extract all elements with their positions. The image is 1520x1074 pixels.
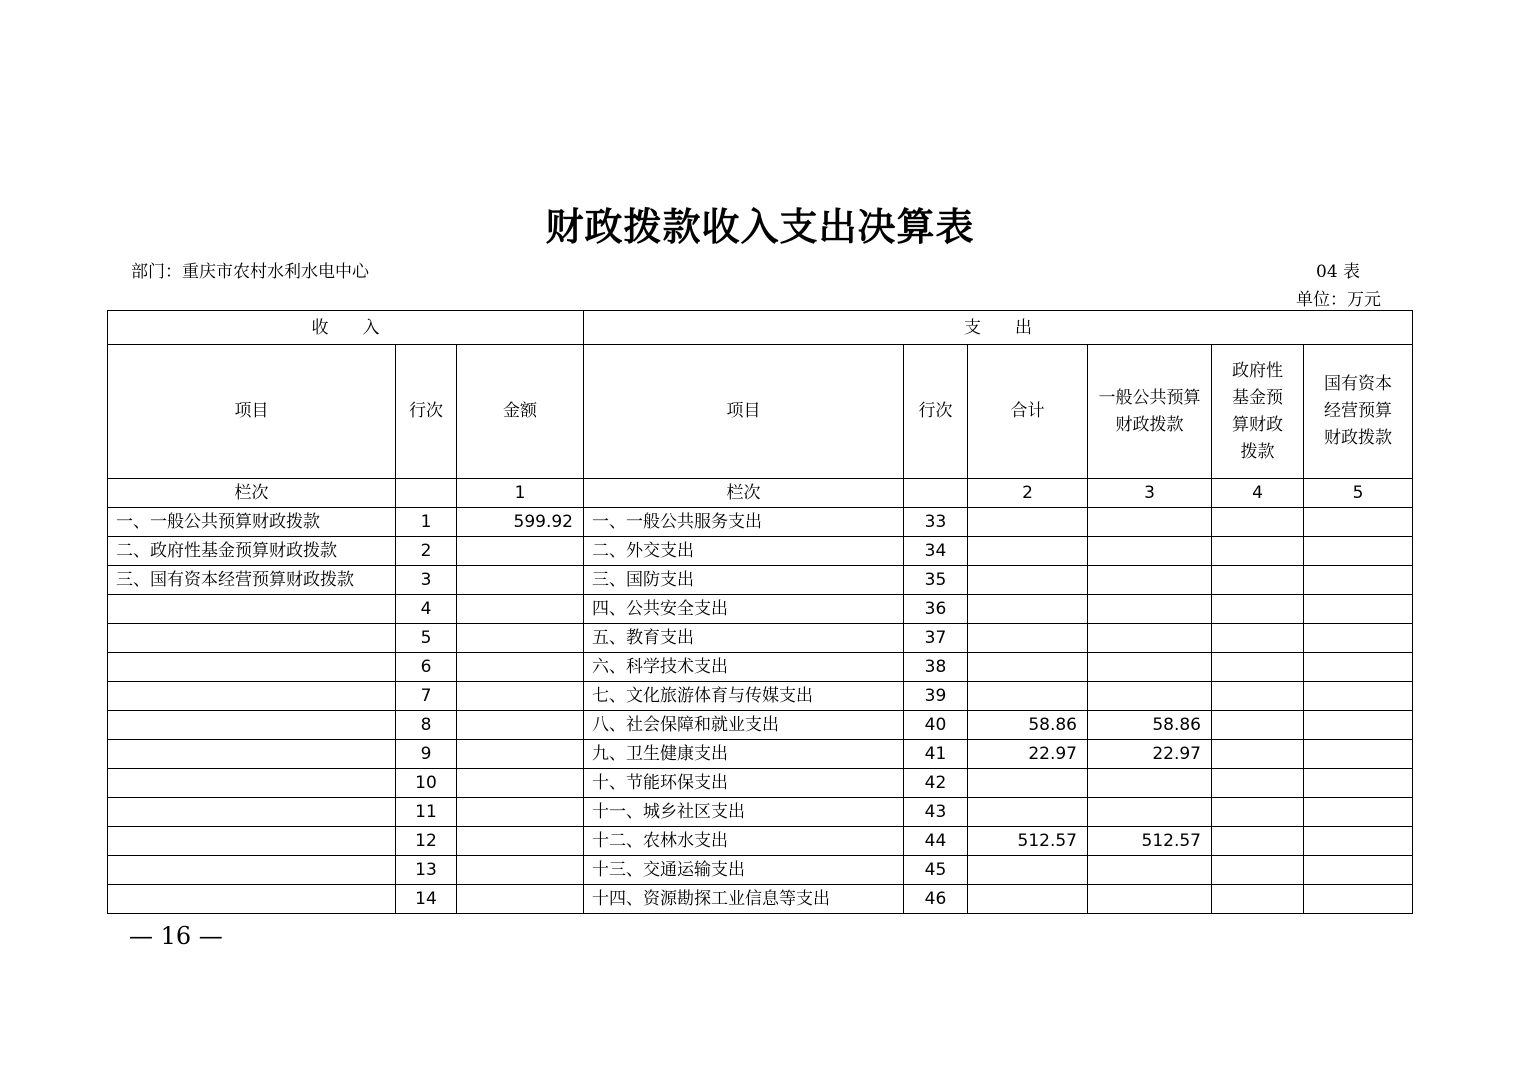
gov-fund-cell — [1212, 566, 1304, 595]
income-item-cell — [108, 798, 396, 827]
colno-amount: 1 — [457, 479, 584, 508]
header-expense-row: 行次 — [904, 345, 968, 479]
unit-label: 单位：万元 — [1296, 290, 1381, 310]
state-capital-cell — [1304, 798, 1413, 827]
income-item-cell — [108, 856, 396, 885]
expense-row-cell: 36 — [904, 595, 968, 624]
expense-row-cell: 33 — [904, 508, 968, 537]
department-label: 部门：重庆市农村水利水电中心 — [131, 262, 369, 282]
total-cell — [968, 885, 1088, 914]
expense-item-cell: 二、外交支出 — [584, 537, 904, 566]
general-budget-cell — [1088, 508, 1212, 537]
general-budget-cell: 22.97 — [1088, 740, 1212, 769]
state-capital-cell — [1304, 537, 1413, 566]
income-item-cell: 三、国有资本经营预算财政拨款 — [108, 566, 396, 595]
gov-fund-cell — [1212, 740, 1304, 769]
income-amount-cell — [457, 885, 584, 914]
income-amount-cell: 599.92 — [457, 508, 584, 537]
table-row — [108, 885, 1413, 914]
section-header-row — [108, 311, 1413, 345]
expense-row-cell: 39 — [904, 682, 968, 711]
income-amount-cell — [457, 537, 584, 566]
total-cell: 512.57 — [968, 827, 1088, 856]
income-row-cell: 7 — [396, 682, 457, 711]
income-row-cell: 11 — [396, 798, 457, 827]
colno-state-capital: 5 — [1304, 479, 1413, 508]
income-row-cell: 12 — [396, 827, 457, 856]
header-income-row: 行次 — [396, 345, 457, 479]
general-budget-cell — [1088, 856, 1212, 885]
state-capital-cell — [1304, 711, 1413, 740]
colno-income-row — [396, 479, 457, 508]
expense-row-cell: 41 — [904, 740, 968, 769]
general-budget-cell — [1088, 798, 1212, 827]
colno-gov-fund: 4 — [1212, 479, 1304, 508]
income-item-cell: 二、政府性基金预算财政拨款 — [108, 537, 396, 566]
expense-item-cell: 五、教育支出 — [584, 624, 904, 653]
income-section-header: 收 入 — [108, 311, 584, 345]
general-budget-cell — [1088, 624, 1212, 653]
income-row-cell: 14 — [396, 885, 457, 914]
income-row-cell: 4 — [396, 595, 457, 624]
expense-item-cell: 八、社会保障和就业支出 — [584, 711, 904, 740]
state-capital-cell — [1304, 595, 1413, 624]
expense-item-cell: 十三、交通运输支出 — [584, 856, 904, 885]
state-capital-cell — [1304, 508, 1413, 537]
expense-item-cell: 九、卫生健康支出 — [584, 740, 904, 769]
income-amount-cell — [457, 798, 584, 827]
income-item-cell — [108, 653, 396, 682]
table-row — [108, 653, 1413, 682]
gov-fund-cell — [1212, 711, 1304, 740]
gov-fund-cell — [1212, 624, 1304, 653]
table-row — [108, 566, 1413, 595]
income-row-cell: 6 — [396, 653, 457, 682]
state-capital-cell — [1304, 769, 1413, 798]
income-amount-cell — [457, 856, 584, 885]
page-title: 财政拨款收入支出决算表 — [545, 204, 975, 249]
table-number: 04 表 — [1316, 262, 1361, 282]
general-budget-cell — [1088, 566, 1212, 595]
income-item-cell — [108, 711, 396, 740]
table-row — [108, 595, 1413, 624]
table-row — [108, 711, 1413, 740]
state-capital-cell — [1304, 856, 1413, 885]
state-capital-cell — [1304, 624, 1413, 653]
expense-row-cell: 37 — [904, 624, 968, 653]
income-amount-cell — [457, 566, 584, 595]
income-amount-cell — [457, 827, 584, 856]
expense-item-cell: 三、国防支出 — [584, 566, 904, 595]
gov-fund-cell — [1212, 885, 1304, 914]
income-item-cell — [108, 682, 396, 711]
gov-fund-cell — [1212, 508, 1304, 537]
total-cell — [968, 769, 1088, 798]
table-row — [108, 740, 1413, 769]
header-income-amount: 金额 — [457, 345, 584, 479]
total-cell — [968, 595, 1088, 624]
appropriation-table — [107, 310, 1413, 914]
expense-row-cell: 40 — [904, 711, 968, 740]
income-amount-cell — [457, 653, 584, 682]
table-row — [108, 682, 1413, 711]
income-item-cell — [108, 595, 396, 624]
income-row-cell: 1 — [396, 508, 457, 537]
general-budget-cell — [1088, 653, 1212, 682]
income-amount-cell — [457, 711, 584, 740]
gov-fund-cell — [1212, 537, 1304, 566]
general-budget-cell — [1088, 682, 1212, 711]
total-cell — [968, 798, 1088, 827]
income-item-cell — [108, 740, 396, 769]
expense-row-cell: 34 — [904, 537, 968, 566]
income-amount-cell — [457, 682, 584, 711]
income-amount-cell — [457, 624, 584, 653]
expense-item-cell: 十二、农林水支出 — [584, 827, 904, 856]
total-cell: 58.86 — [968, 711, 1088, 740]
expense-row-cell: 35 — [904, 566, 968, 595]
table-row — [108, 624, 1413, 653]
income-row-cell: 10 — [396, 769, 457, 798]
header-expense-item: 项目 — [584, 345, 904, 479]
income-item-cell — [108, 769, 396, 798]
income-row-cell: 3 — [396, 566, 457, 595]
income-row-cell: 8 — [396, 711, 457, 740]
table-row — [108, 769, 1413, 798]
income-row-cell: 13 — [396, 856, 457, 885]
header-gov-fund: 政府性基金预算财政拨款 — [1212, 345, 1304, 479]
total-cell — [968, 508, 1088, 537]
state-capital-cell — [1304, 740, 1413, 769]
expense-item-cell: 一、一般公共服务支出 — [584, 508, 904, 537]
header-total: 合计 — [968, 345, 1088, 479]
colno-expense-row — [904, 479, 968, 508]
colno-general-budget: 3 — [1088, 479, 1212, 508]
expense-item-cell: 七、文化旅游体育与传媒支出 — [584, 682, 904, 711]
table-row — [108, 537, 1413, 566]
income-amount-cell — [457, 740, 584, 769]
income-row-cell: 9 — [396, 740, 457, 769]
gov-fund-cell — [1212, 827, 1304, 856]
expense-section-header: 支 出 — [584, 311, 1413, 345]
income-amount-cell — [457, 769, 584, 798]
expense-row-cell: 42 — [904, 769, 968, 798]
expense-row-cell: 38 — [904, 653, 968, 682]
expense-row-cell: 46 — [904, 885, 968, 914]
colno-total: 2 — [968, 479, 1088, 508]
table-row — [108, 856, 1413, 885]
gov-fund-cell — [1212, 856, 1304, 885]
expense-item-cell: 十四、资源勘探工业信息等支出 — [584, 885, 904, 914]
total-cell: 22.97 — [968, 740, 1088, 769]
general-budget-cell — [1088, 537, 1212, 566]
total-cell — [968, 566, 1088, 595]
total-cell — [968, 537, 1088, 566]
gov-fund-cell — [1212, 798, 1304, 827]
general-budget-cell — [1088, 769, 1212, 798]
income-amount-cell — [457, 595, 584, 624]
general-budget-cell: 58.86 — [1088, 711, 1212, 740]
gov-fund-cell — [1212, 769, 1304, 798]
state-capital-cell — [1304, 653, 1413, 682]
income-item-cell — [108, 624, 396, 653]
column-number-row — [108, 479, 1413, 508]
expense-item-cell: 四、公共安全支出 — [584, 595, 904, 624]
page-number: — 16 — — [129, 922, 223, 950]
column-header-row — [108, 345, 1413, 479]
income-item-cell — [108, 827, 396, 856]
total-cell — [968, 624, 1088, 653]
total-cell — [968, 856, 1088, 885]
colno-expense-label: 栏次 — [584, 479, 904, 508]
gov-fund-cell — [1212, 595, 1304, 624]
state-capital-cell — [1304, 682, 1413, 711]
general-budget-cell — [1088, 885, 1212, 914]
table-row — [108, 508, 1413, 537]
expense-row-cell: 44 — [904, 827, 968, 856]
state-capital-cell — [1304, 827, 1413, 856]
general-budget-cell — [1088, 595, 1212, 624]
total-cell — [968, 653, 1088, 682]
total-cell — [968, 682, 1088, 711]
income-row-cell: 5 — [396, 624, 457, 653]
expense-item-cell: 十一、城乡社区支出 — [584, 798, 904, 827]
expense-item-cell: 十、节能环保支出 — [584, 769, 904, 798]
gov-fund-cell — [1212, 682, 1304, 711]
header-general-budget: 一般公共预算财政拨款 — [1088, 345, 1212, 479]
income-row-cell: 2 — [396, 537, 457, 566]
header-state-capital: 国有资本经营预算财政拨款 — [1304, 345, 1413, 479]
gov-fund-cell — [1212, 653, 1304, 682]
income-item-cell — [108, 885, 396, 914]
general-budget-cell: 512.57 — [1088, 827, 1212, 856]
expense-item-cell: 六、科学技术支出 — [584, 653, 904, 682]
expense-row-cell: 43 — [904, 798, 968, 827]
income-item-cell: 一、一般公共预算财政拨款 — [108, 508, 396, 537]
expense-row-cell: 45 — [904, 856, 968, 885]
state-capital-cell — [1304, 566, 1413, 595]
colno-income-label: 栏次 — [108, 479, 396, 508]
header-income-item: 项目 — [108, 345, 396, 479]
table-row — [108, 827, 1413, 856]
table-row — [108, 798, 1413, 827]
state-capital-cell — [1304, 885, 1413, 914]
